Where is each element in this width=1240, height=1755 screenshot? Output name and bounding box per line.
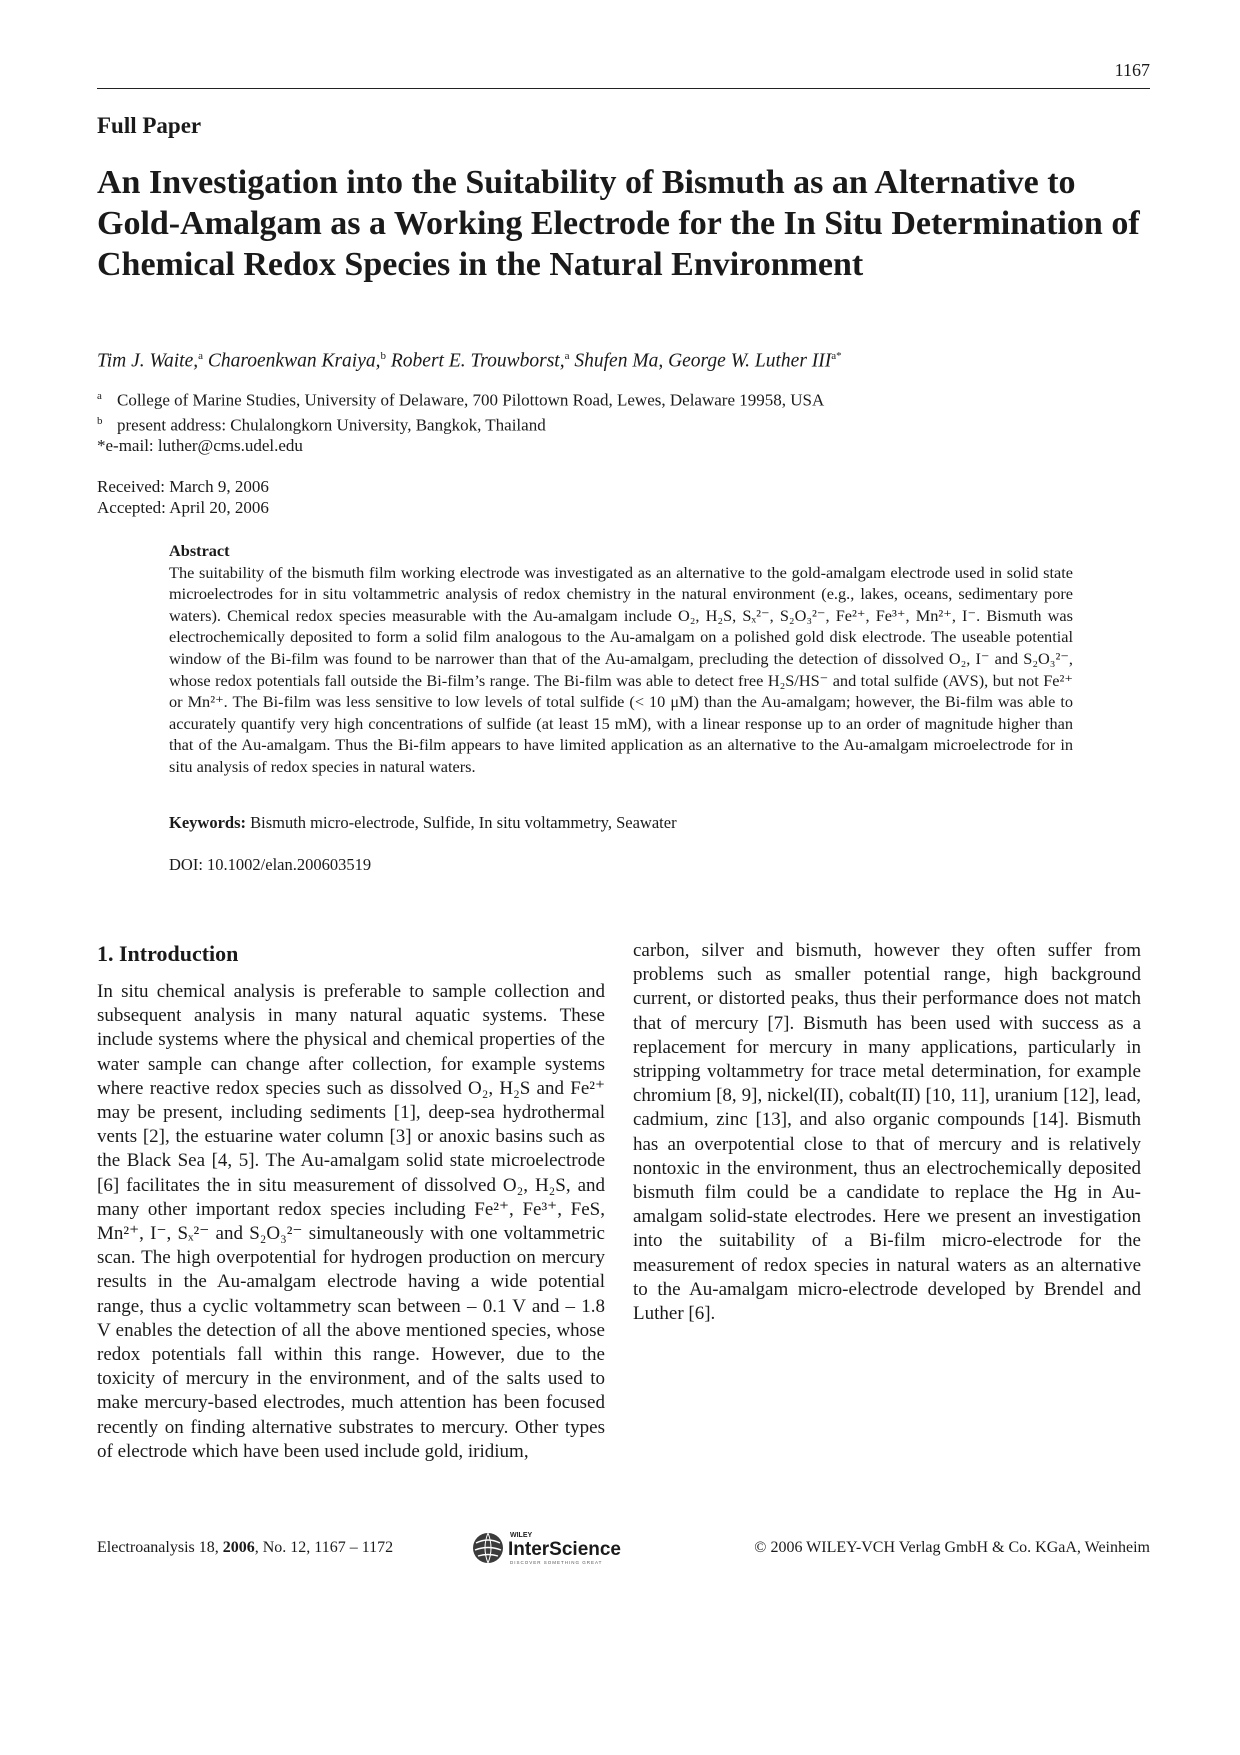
intro-column-right: carbon, silver and bismuth, however they often suffer from problems such as smaller potential range, high background current, or distorted peaks, thus their performance does not match that of mercury [7]. Bismuth has been used with success as a replacement for mercury in many applications, particularly in stripping voltammetry for trace metal determination, for example chromium [8, 9], nickel(II), cobalt(II) [10, 11], uranium [12], lead, cadmium, zinc [13], and also organic compounds [14]. Bismuth has an overpotential close to that of mercury and is relatively nontoxic in the environment, thus an electrochemically deposited bismuth film could be a candidate to replace the Hg in Au-amalgam solid-state electrodes. Here we present an investigation into the suitability of a Bi-film micro-electrode for the measurement of redox species in natural waters as an alternative to the Au-amalgam micro-electrode developed by Brendel and Luther [6]. xyxy=(633,940,1141,1325)
author-3: Robert E. Trouwborst, xyxy=(390,350,565,372)
author-2: Charoenkwan Kraiya, xyxy=(207,350,381,372)
author-2-mark: b xyxy=(380,350,386,362)
section-label: Full Paper xyxy=(97,113,202,138)
affiliation-a xyxy=(97,386,824,411)
author-1-mark: a xyxy=(198,350,204,362)
intro-column-left: In situ chemical analysis is preferable to sample collection and subsequent analysis in many natural aquatic systems. These include systems where the physical and chemical properties of the water sample can change after collection, for example systems where reactive redox species such as dissolved O₂, H₂S and Fe²⁺ may be present, including sediments [1], deep-sea hydrothermal vents [2], the estuarine water column [3] or anoxic basins such as the Black Sea [4, 5]. The Au-amalgam solid state microelectrode [6] facilitates the in situ measurement of dissolved O₂, H₂S, and many other important redox species including Fe²⁺, Fe³⁺, FeS, Mn²⁺, I⁻, Sₓ²⁻ and S₂O₃²⁻ simultaneously with one voltammetric scan. The high overpotential for hydrogen production on mercury results in the Au-amalgam electrode having a wide potential range, thus a cyclic voltammetry scan between – 0.1 V and – 1.8 V enables the detection of all the above mentioned species, whose redox potentials fall within this range. However, due to the toxicity of mercury in the environment, and of the salts used to make mercury-based electrodes, much attention has been focused recently on finding alternative substrates to mercury. Other types of electrode which have been used include gold, iridium, xyxy=(97,981,605,1462)
received-date: Received: March 9, 2006 xyxy=(97,477,269,496)
interscience-logo xyxy=(470,1527,640,1567)
copyright: © 2006 WILEY-VCH Verlag GmbH & Co. KGaA, Weinheim xyxy=(754,1539,1150,1556)
page-number: 1167 xyxy=(1114,60,1150,80)
affiliation-a-text: College of Marine Studies, University of Delaware, 700 Pilottown Road, Lewes, Delaware 19958, USA xyxy=(117,390,825,410)
logo-wiley: WILEY xyxy=(510,1532,533,1539)
keywords xyxy=(169,813,677,833)
footer-journal: Electroanalysis 18, xyxy=(97,1539,219,1556)
doi: DOI: 10.1002/elan.200603519 xyxy=(169,855,372,874)
globe-icon xyxy=(473,1533,503,1563)
header-rule xyxy=(97,88,1150,89)
author-1: Tim J. Waite, xyxy=(97,350,199,372)
footer-citation xyxy=(97,1539,393,1557)
affiliation-b xyxy=(97,411,824,436)
paper-title: An Investigation into the Suitability of Bismuth as an Alternative to Gold-Amalgam as a Working Electrode for the In Situ Determination of Chemical Redox Species in the Natural Environment xyxy=(97,164,1140,283)
author-3-mark: a xyxy=(564,350,570,362)
corresponding-email: *e-mail: luther@cms.udel.edu xyxy=(97,436,303,456)
footer-year: 2006 xyxy=(222,1539,255,1556)
footer-issue: , No. 12, 1167 – 1172 xyxy=(254,1539,394,1556)
article-dates xyxy=(97,476,269,518)
author-4-mark: a* xyxy=(831,350,842,362)
accepted-date: Accepted: April 20, 2006 xyxy=(97,498,269,517)
affiliation-a-mark: a xyxy=(97,390,102,402)
author-list xyxy=(97,350,842,373)
affiliations xyxy=(97,386,824,456)
keywords-text: Bismuth micro-electrode, Sulfide, In situ voltammetry, Seawater xyxy=(250,813,677,832)
intro-heading: 1. Introduction xyxy=(97,941,239,966)
abstract-heading: Abstract xyxy=(169,541,230,560)
abstract xyxy=(169,540,1073,778)
abstract-body: The suitability of the bismuth film working electrode was investigated as an alternative to the gold-amalgam electrode used in solid state microelectrodes for in situ voltammetric analysis of redox chemistry in the natural environment (e.g., lakes, oceans, sedimentary pore waters). Chemical redox species measurable with the Au-amalgam include O₂, H₂S, Sₓ²⁻, S₂O₃²⁻, Fe²⁺, Fe³⁺, Mn²⁺, I⁻. Bismuth was electrochemically deposited to form a solid film analogous to the Au-amalgam on a polished gold disk electrode. The useable potential window of the Bi-film was found to be narrower than that of the Au-amalgam, precluding the detection of dissolved O₂, I⁻ and S₂O₃²⁻, whose redox potentials fall outside the Bi-film’s range. The Bi-film was able to detect free H₂S/HS⁻ and total sulfide (AVS), but not Fe²⁺ or Mn²⁺. The Bi-film was less sensitive to low levels of total sulfide (< 10 μM) than the Au-amalgam; however, the Bi-film was able to accurately quantify very high concentrations of sulfide (at least 15 mM), with a linear response up to an order of magnitude higher than that of the Au-amalgam. Thus the Bi-film appears to have limited application as an alternative to the Au-amalgam microelectrode for in situ analysis of redox species in natural waters. xyxy=(169,562,1073,776)
keywords-label: Keywords: xyxy=(169,813,246,832)
affiliation-b-mark: b xyxy=(97,414,103,427)
author-4: Shufen Ma, George W. Luther III xyxy=(574,350,832,372)
logo-interscience: InterScience xyxy=(508,1539,621,1560)
logo-tagline: DISCOVER SOMETHING GREAT xyxy=(510,1560,603,1565)
affiliation-b-text: present address: Chulalongkorn University, Bangkok, Thailand xyxy=(117,415,546,435)
